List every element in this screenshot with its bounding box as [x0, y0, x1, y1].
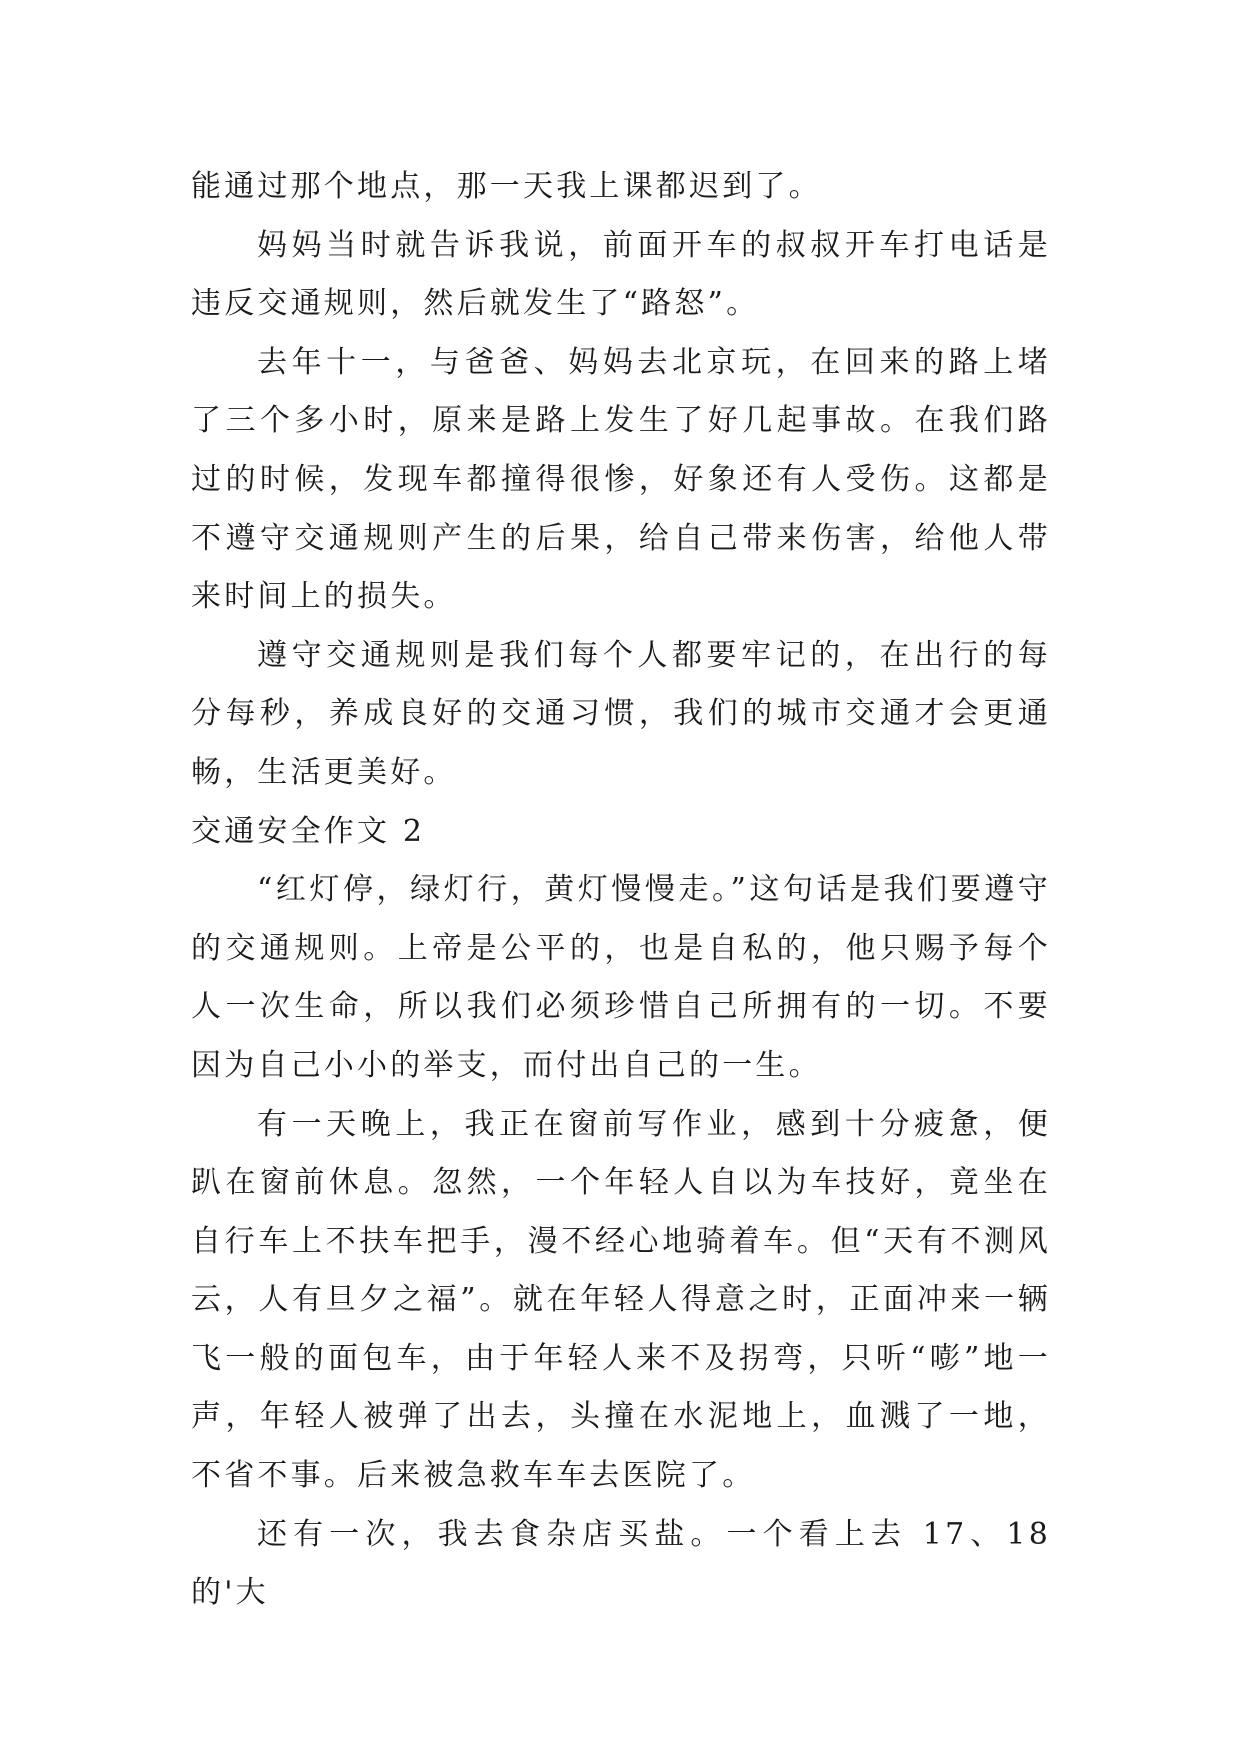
section-heading: 交通安全作文 2 [191, 813, 426, 849]
paragraph: 能通过那个地点，那一天我上课都迟到了。 [191, 169, 822, 204]
document-body [191, 158, 1051, 1623]
paragraph: 去年十一，与爸爸、妈妈去北京玩，在回来的路上堵了三个多小时，原来是路上发生了好几起事故。在我们路过的时候，发现车都撞得很惨，好象还有人受伤。这都是不遵守交通规则产生的后果，给自己带来伤害，给他人带来时间上的损失。 [191, 344, 1051, 615]
paragraph: 妈妈当时就告诉我说，前面开车的叔叔开车打电话是违反交通规则，然后就发生了“路怒”。 [191, 227, 1051, 322]
paragraph: 遵守交通规则是我们每个人都要牢记的，在出行的每分每秒，养成良好的交通习惯，我们的城市交通才会更通畅，生活更美好。 [191, 637, 1051, 790]
paragraph: “红灯停，绿灯行，黄灯慢慢走。”这句话是我们要遵守的交通规则。上帝是公平的，也是自私的，他只赐予每个人一次生命，所以我们必须珍惜自己所拥有的一切。不要因为自己小小的举支，而付出自己的一生。 [191, 872, 1051, 1083]
paragraph: 还有一次，我去食杂店买盐。一个看上去 17、18 的'大 [191, 1516, 1051, 1611]
paragraph: 有一天晚上，我正在窗前写作业，感到十分疲惫，便趴在窗前休息。忽然，一个年轻人自以为车技好，竟坐在自行车上不扶车把手，漫不经心地骑着车。但“天有不测风云，人有旦夕之福”。就在年轻人得意之时，正面冲来一辆飞一般的面包车，由于年轻人来不及拐弯，只听“嘭”地一声，年轻人被弹了出去，头撞在水泥地上，血溅了一地，不省不事。后来被急救车车去医院了。 [191, 1106, 1051, 1494]
